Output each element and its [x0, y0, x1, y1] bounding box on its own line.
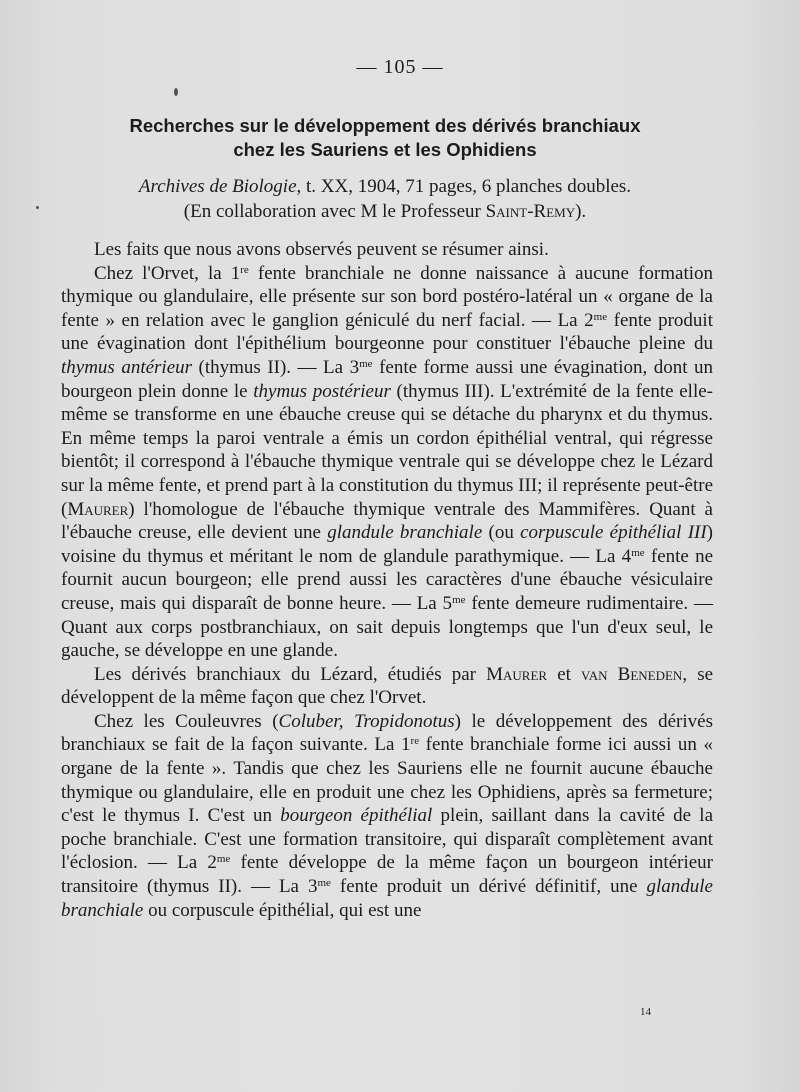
body-text — [61, 238, 713, 922]
paragraph-2 — [61, 262, 713, 663]
journal-details: , t. XX, 1904, 71 pages, 6 planches doubles. — [296, 176, 632, 197]
italic-term: corpuscule épithélial III — [520, 522, 707, 544]
journal-name: Archives de Biologie — [138, 176, 297, 197]
ordinal-sup: me — [452, 593, 466, 606]
text-run: ) voisine du thymus et méritant le nom de glandule parathymique. — La 4 — [61, 522, 713, 567]
ordinal-sup: re — [240, 263, 249, 276]
text-run: (ou — [482, 522, 521, 544]
text-run: fente produit une évagination dont l'épithélium bourgeonne pour constituer l'ébauche pleine du — [61, 309, 713, 355]
text-run: (thymus III). L'extrémité de la fente elle-même se transforme en une ébauche creuse qui se détache du pharynx et du thymus. En même temps la paroi ventrale a émis un cordon épithélial ventral, qui régresse bientôt; il correspond à l'ébauche thymique ventrale qui se développe chez le Lézard sur la même fente, et prend part à la constitution du thymus III; il représente peut-être ( — [61, 380, 713, 520]
collab-suffix: ). — [575, 201, 587, 222]
text-run: (thymus II). — La 3 — [192, 356, 360, 378]
text-run: ou corpuscule épithélial, qui est une — [143, 899, 422, 921]
italic-term: bourgeon épithélial — [280, 805, 433, 827]
page-number: — 105 — — [356, 56, 444, 78]
ordinal-sup: me — [593, 310, 608, 323]
paragraph-1: Les faits que nous avons observés peuvent se résumer ainsi. — [94, 239, 549, 260]
ordinal-sup: me — [216, 853, 231, 866]
italic-term: glandule branchiale — [61, 876, 713, 921]
text-run: fente produit un dérivé définitif, une — [330, 876, 647, 898]
text-run: ) le développement des dérivés branchiaux se fait de la façon suivante. La 1 — [61, 710, 713, 756]
author-name: Maurer — [67, 498, 129, 520]
text-run: Les dérivés branchiaux du Lézard, étudiés par — [94, 663, 487, 685]
publication-reference — [60, 174, 710, 224]
italic-term: thymus antérieur — [61, 356, 193, 378]
italic-term: Coluber, Tropidonotus — [278, 710, 455, 732]
article-title — [60, 114, 710, 162]
paragraph-4 — [61, 710, 713, 922]
italic-term: thymus postérieur — [253, 380, 391, 402]
ordinal-sup: me — [317, 877, 331, 890]
text-run: , se développent de la même façon que chez l'Orvet. — [61, 663, 714, 709]
signature-mark: 14 — [640, 1006, 651, 1018]
ink-speck — [36, 206, 39, 209]
text-run: Chez les Couleuvres ( — [94, 710, 279, 732]
ink-speck — [174, 88, 178, 96]
ordinal-sup: me — [359, 357, 373, 370]
text-run: fente développe de la même façon un bourgeon intérieur transitoire (thymus II). — La 3 — [61, 852, 714, 898]
text-run: fente ne fournit aucun bourgeon; elle prend aussi les caractères d'une ébauche vésiculaire creuse, mais qui disparaît de bonne heure. — La 5 — [61, 545, 713, 614]
text-run: fente forme aussi une évagination, dont un bourgeon plein donne le — [61, 356, 713, 402]
text-run: fente branchiale forme ici aussi un « organe de la fente ». Tandis que chez les Sauriens elle ne fournit aucune ébauche thymique ou glandulaire, elle en produit une chez les Ophidiens, après sa fermeture; c'est le thymus I. C'est un — [61, 734, 713, 827]
collab-prefix: (En collaboration avec M le Professeur — [183, 201, 486, 222]
text-run: Chez l'Orvet, la 1 — [94, 262, 241, 284]
title-line-2: chez les Sauriens et les Ophidiens — [233, 139, 537, 160]
text-run: fente demeure rudimentaire. — Quant aux corps postbranchiaux, on sait depuis longtemps que l'un d'eux seul, le gauche, se développe en une glande. — [61, 592, 713, 662]
author-name: Maurer — [486, 663, 548, 685]
italic-term: glandule branchiale — [327, 522, 483, 544]
text-run: plein, saillant dans la cavité de la poche branchiale. C'est une formation transitoire, qui disparaît complètement avant l'éclosion. — La 2 — [61, 805, 714, 874]
text-run: ) l'homologue de l'ébauche thymique ventrale des Mammifères. Quant à l'ébauche creuse, elle devient une — [61, 498, 713, 544]
ordinal-sup: re — [410, 735, 420, 748]
text-run: et — [547, 663, 582, 685]
ordinal-sup: me — [631, 546, 645, 559]
paragraph-3 — [61, 663, 713, 710]
author-name: van Beneden — [581, 663, 683, 685]
text-run: fente branchiale ne donne naissance à aucune formation thymique ou glandulaire, elle présente sur son bord postéro-latéral un « organe de la fente » en relation avec le ganglion géniculé du nerf facial. — La 2 — [61, 262, 713, 331]
collaboration-line — [60, 199, 710, 224]
collaborator-name: Saint-Remy — [485, 201, 576, 222]
journal-line — [60, 174, 710, 199]
title-line-1: Recherches sur le développement des dérivés branchiaux — [129, 115, 641, 136]
